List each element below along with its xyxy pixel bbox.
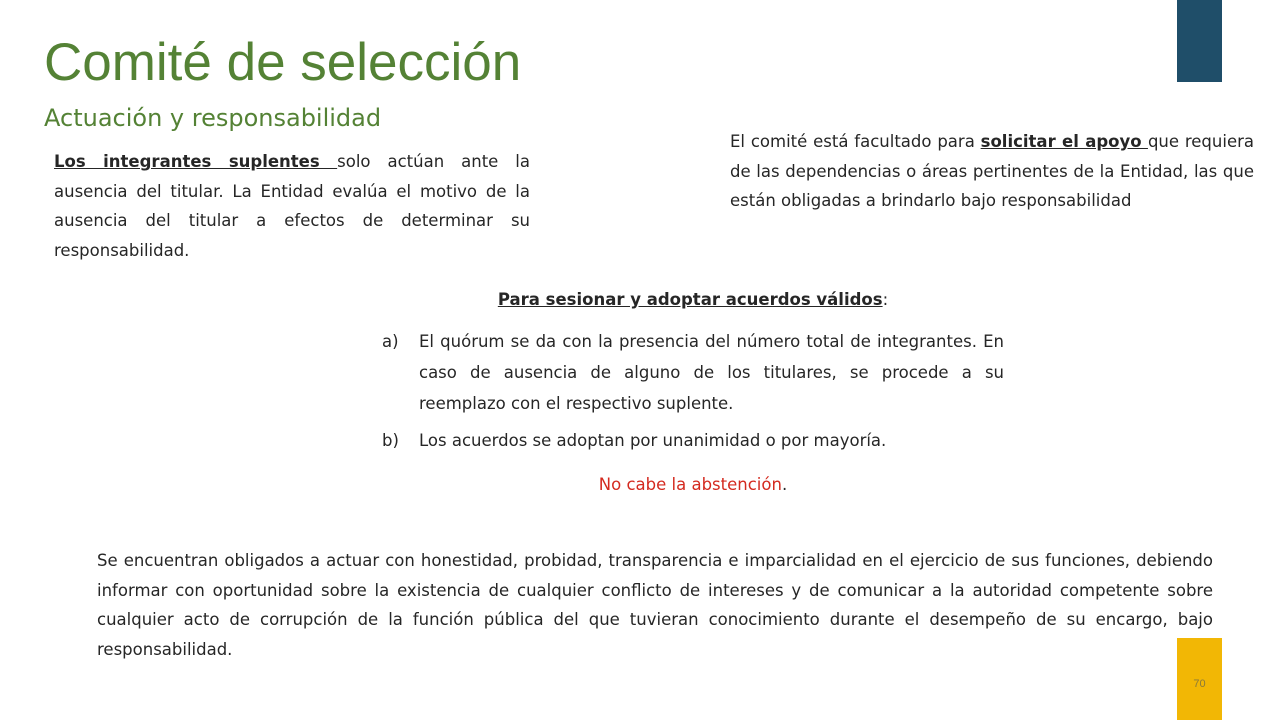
support-paragraph <box>730 127 1254 216</box>
page-number: 70 <box>1193 678 1206 690</box>
obligations-paragraph: Se encuentran obligados a actuar con honestidad, probidad, transparencia e imparcialidad en el ejercicio de sus funciones, debiendo informar con oportunidad sobre la existencia de cualquier conflicto de intereses y de comunicar a la autoridad competente sobre cualquier acto de corrupción de la función pública del que tuvieran conocimiento durante el desempeño de su encargo, bajo responsabilidad. <box>97 551 1213 659</box>
page-subtitle: Actuación y responsabilidad <box>44 104 382 132</box>
no-abstention-note <box>380 470 1006 500</box>
support-text-before: El comité está facultado para <box>730 132 981 151</box>
list-item-text: El quórum se da con la presencia del número total de integrantes. En caso de ausencia de alguno de los titulares, se procede a su reemplazo con el respectivo suplente. <box>419 332 1004 413</box>
session-heading <box>380 286 1006 314</box>
support-text-after: que requiera de las dependencias o áreas pertinentes de la Entidad, las que están obligadas a brindarlo bajo responsabilidad <box>730 132 1254 210</box>
no-abstention-text: No cabe la abstención <box>598 475 782 494</box>
session-heading-colon: : <box>882 290 889 309</box>
list-item <box>380 425 1004 456</box>
substitutes-underlined-text: Los integrantes suplentes <box>54 152 338 171</box>
page-title: Comité de selección <box>44 33 522 92</box>
list-marker: b) <box>382 431 399 450</box>
substitutes-text: solo actúan ante la ausencia del titular. La Entidad evalúa el motivo de la ausencia del titular a efectos de determinar su responsabilidad. <box>54 152 530 260</box>
substitutes-paragraph <box>54 147 530 265</box>
accent-bar-top <box>1177 0 1222 82</box>
support-underlined-text: solicitar el apoyo <box>980 132 1148 151</box>
session-heading-underlined: Para sesionar y adoptar acuerdos válidos <box>497 290 883 309</box>
session-list <box>380 326 1004 462</box>
list-marker: a) <box>382 332 399 351</box>
list-item-text: Los acuerdos se adoptan por unanimidad o por mayoría. <box>419 431 887 450</box>
no-abstention-period: . <box>781 475 788 494</box>
list-item <box>380 326 1004 419</box>
